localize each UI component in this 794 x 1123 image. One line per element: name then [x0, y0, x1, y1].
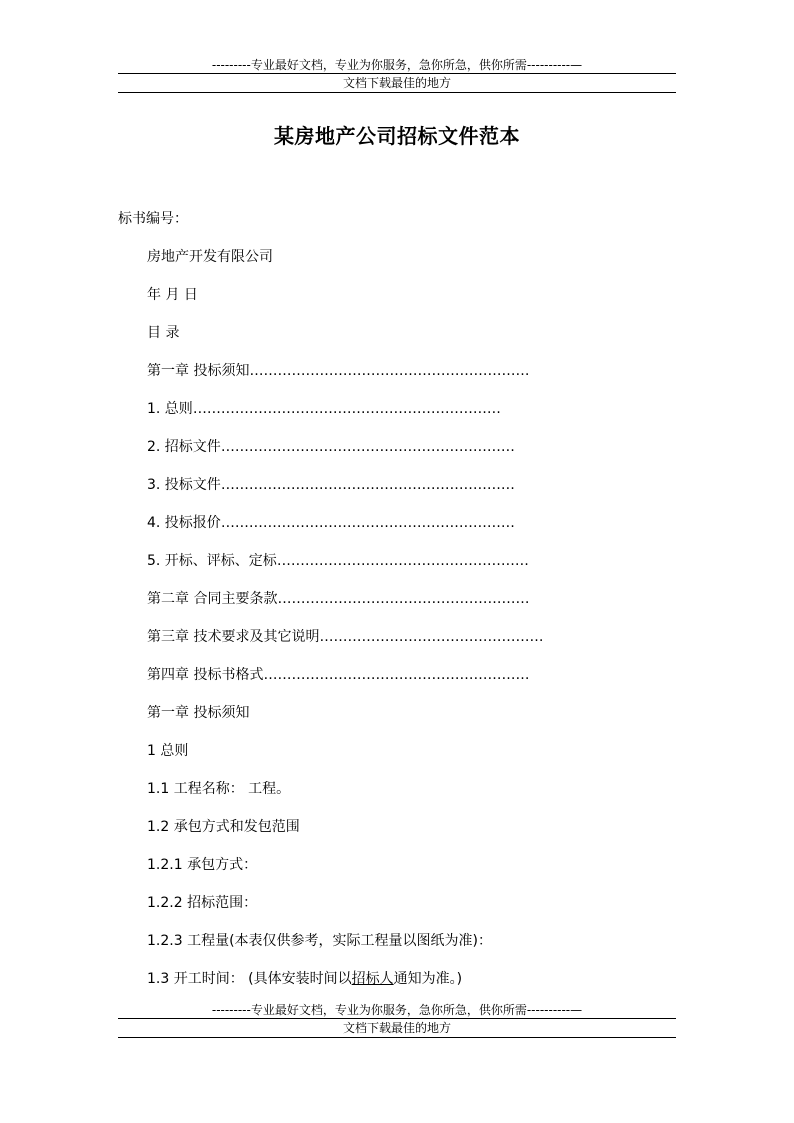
- paragraph: 1.2.3 工程量(本表仅供参考，实际工程量以图纸为准)：: [147, 933, 492, 949]
- toc-entry-text: 第一章 投标须知: [147, 363, 250, 379]
- document-title: 某房地产公司招标文件范本: [274, 124, 520, 148]
- paragraph: 1.2 承包方式和发包范围: [147, 819, 300, 835]
- paragraph-text: 通知为准。): [393, 971, 463, 987]
- toc-entry-text: 第四章 投标书格式: [147, 667, 264, 683]
- document-date: 年 月 日: [147, 287, 198, 303]
- page-footer: [118, 1003, 676, 1038]
- section-heading: 1 总则: [147, 743, 189, 759]
- toc-entry-text: 5. 开标、评标、定标: [147, 553, 277, 569]
- toc-entry-text: 2. 招标文件: [147, 439, 221, 455]
- toc-entry: [147, 476, 515, 494]
- toc-entry-text: 第三章 技术要求及其它说明: [147, 629, 320, 645]
- page-header: [118, 58, 676, 93]
- toc-leader-dots: ………………………………………………………: [220, 439, 515, 455]
- toc-entry: [147, 438, 515, 456]
- chapter-heading: 第一章 投标须知: [147, 705, 250, 721]
- toc-entry: [147, 400, 501, 418]
- footer-tagline: ---------专业最好文档，专业为你服务，急你所急，供你所需----------—: [118, 1003, 676, 1019]
- toc-heading: 目 录: [147, 325, 180, 341]
- toc-entry-text: 第二章 合同主要条款: [147, 591, 278, 607]
- toc-leader-dots: …………………………………………………………: [192, 401, 501, 417]
- toc-entry: [147, 514, 515, 532]
- paragraph: 1.2.1 承包方式：: [147, 857, 258, 873]
- toc-leader-dots: ………………………………………………: [276, 553, 529, 569]
- toc-entry-text: 4. 投标报价: [147, 515, 221, 531]
- toc-entry-text: 1. 总则: [147, 401, 193, 417]
- paragraph-text: 1.3 开工时间： (具体安装时间以: [147, 971, 352, 987]
- toc-leader-dots: ………………………………………………………: [220, 515, 515, 531]
- underlined-text: 招标人: [351, 971, 394, 987]
- footer-subline: 文档下载最佳的地方: [118, 1019, 676, 1038]
- toc-entry: [147, 628, 543, 646]
- toc-leader-dots: ………………………………………………………: [220, 477, 515, 493]
- toc-entry: [147, 362, 529, 380]
- toc-leader-dots: …………………………………………: [319, 629, 544, 645]
- toc-leader-dots: ………………………………………………: [277, 591, 530, 607]
- toc-entry: [147, 590, 529, 608]
- toc-leader-dots: …………………………………………………: [263, 667, 530, 683]
- toc-leader-dots: ……………………………………………………: [249, 363, 530, 379]
- paragraph: [147, 970, 462, 988]
- toc-entry: [147, 552, 529, 570]
- paragraph: 1.1 工程名称： 工程。: [147, 781, 291, 797]
- header-tagline: ---------专业最好文档，专业为你服务，急你所急，供你所需----------—: [118, 58, 676, 74]
- toc-entry: [147, 666, 529, 684]
- company-name: 房地产开发有限公司: [147, 249, 273, 265]
- bid-number-label: 标书编号：: [118, 211, 188, 227]
- toc-entry-text: 3. 投标文件: [147, 477, 221, 493]
- paragraph: 1.2.2 招标范围：: [147, 895, 258, 911]
- header-subline: 文档下载最佳的地方: [118, 74, 676, 93]
